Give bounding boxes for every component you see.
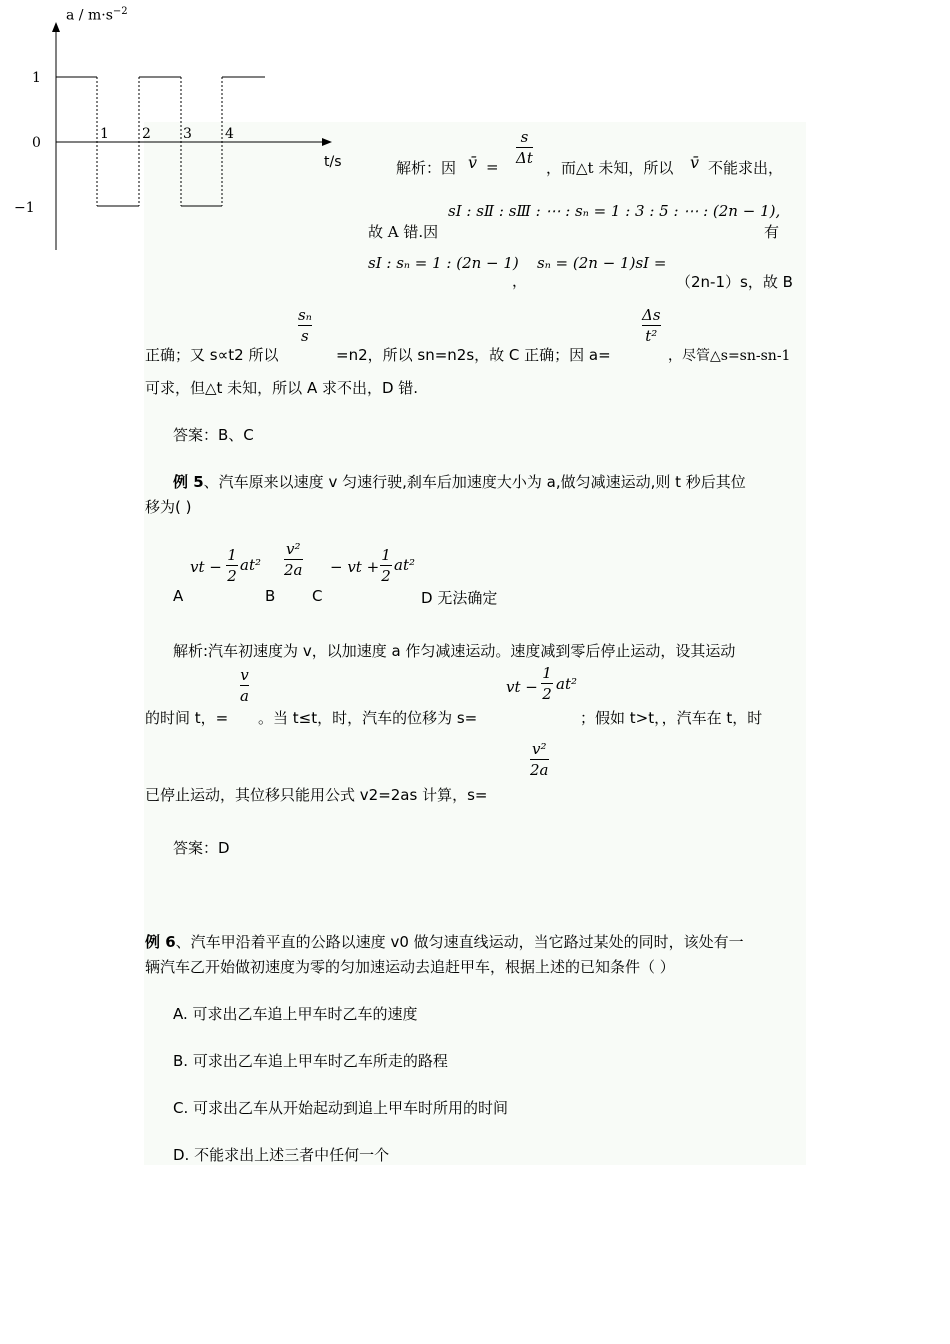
graph-x-tick: 1 [100,126,109,142]
fraction-v2-over-2a: v² 2a [530,740,549,779]
example-6-question: 辆汽车乙开始做初速度为零的匀加速运动去追赶甲车，根据上述的已知条件（ ） [145,958,675,976]
analysis-text: =n2，所以 sn=n2s，故 C 正确；因 a= [336,346,611,364]
graph-x-tick: 2 [142,126,151,142]
analysis-text: ；假如 t>t，，汽车在 t，时 [580,709,763,727]
graph-y-tick: −1 [14,200,35,216]
equals-sign: = [486,158,499,176]
analysis-text: 故 A 错.因 [368,223,439,241]
v-bar-symbol: v̄ [468,153,478,172]
option-c-expression: at² [394,556,415,574]
graph-y-tick: 1 [32,70,41,86]
option-item: C. 可求出乙车从开始起动到追上甲车时所用的时间 [173,1099,509,1117]
analysis-text: 解析：因 [396,159,457,177]
fraction-one-half: 1 2 [542,664,552,703]
analysis-text: 解析:汽车初速度为 v，以加速度 a 作匀减速运动。速度减到零后停止运动，设其运动 [173,642,736,660]
v-bar-symbol: v̄ [690,153,700,172]
graph-x-tick: 3 [183,126,192,142]
acceleration-graph [0,0,360,260]
option-a-expression: vt − [190,558,222,576]
analysis-text: ，而△t 未知，所以 [546,159,674,177]
analysis-text: 正确；又 s∝t2 所以 [145,346,279,364]
fraction-v2-over-2a: v² 2a [284,540,303,579]
analysis-text: 有 [764,223,780,241]
fraction-s-over-dt: s Δt [516,128,533,167]
answer-text: 答案：D [173,839,230,857]
option-item: A. 可求出乙车追上甲车时乙车的速度 [173,1005,418,1023]
displacement-expression: at² [556,675,577,693]
answer-text: 答案：B、C [173,426,254,444]
option-label: B [265,587,276,605]
sn-equation: sₙ = (2n − 1)sⅠ = [537,254,667,272]
fraction-sn-over-s: sₙ s [298,306,312,345]
option-item: B. 可求出乙车追上甲车时乙车所走的路程 [173,1052,448,1070]
analysis-text: 可求，但△t 未知，所以 A 求不出，D 错. [145,379,419,397]
example-5-question: 移为( ) [145,498,192,516]
displacement-expression: vt − [506,678,538,696]
fraction-ds-over-t2: Δs t² [642,306,661,345]
analysis-text: 的时间 t，= [145,709,229,727]
option-c-expression: − vt + [330,558,380,576]
fraction-v-over-a: v a [240,666,249,705]
graph-x-tick: 4 [225,126,234,142]
analysis-text: ，尽管△s=sn-sn-1 [668,348,791,364]
ratio-equation: sⅠ : sⅡ : sⅢ : ⋯ : sₙ = 1 : 3 : 5 : ⋯ : (2n − 1), [448,202,781,220]
analysis-text: 已停止运动，其位移只能用公式 v2=2as 计算，s= [145,786,488,804]
graph-y-label: $a / m\cdot s^{-2}$ [66,6,128,24]
option-label: A [173,587,184,605]
graph-y-tick: 0 [32,135,41,151]
ratio-equation: sⅠ : sₙ = 1 : (2n − 1) [368,254,519,272]
analysis-text: 不能求出， [708,159,784,177]
option-a-expression: at² [240,556,261,574]
example-5-question: 例 5、汽车原来以速度 v 匀速行驶,刹车后加速度大小为 a,做匀减速运动,则 t 秒后其位 [173,473,746,491]
analysis-text: 。当 t≤t，时，汽车的位移为 s= [258,709,478,727]
separator: ， [512,272,528,290]
option-label: D 无法确定 [421,589,498,607]
example-6-question: 例 6、汽车甲沿着平直的公路以速度 v0 做匀速直线运动，当它路过某处的同时，该处有一 [145,933,744,951]
option-item: D. 不能求出上述三者中任何一个 [173,1146,390,1164]
graph-x-label: t/s [324,154,342,170]
fraction-one-half: 1 2 [381,546,391,585]
option-label: C [312,587,323,605]
analysis-text: （2n-1）s，故 B [676,273,793,291]
fraction-one-half: 1 2 [227,546,237,585]
